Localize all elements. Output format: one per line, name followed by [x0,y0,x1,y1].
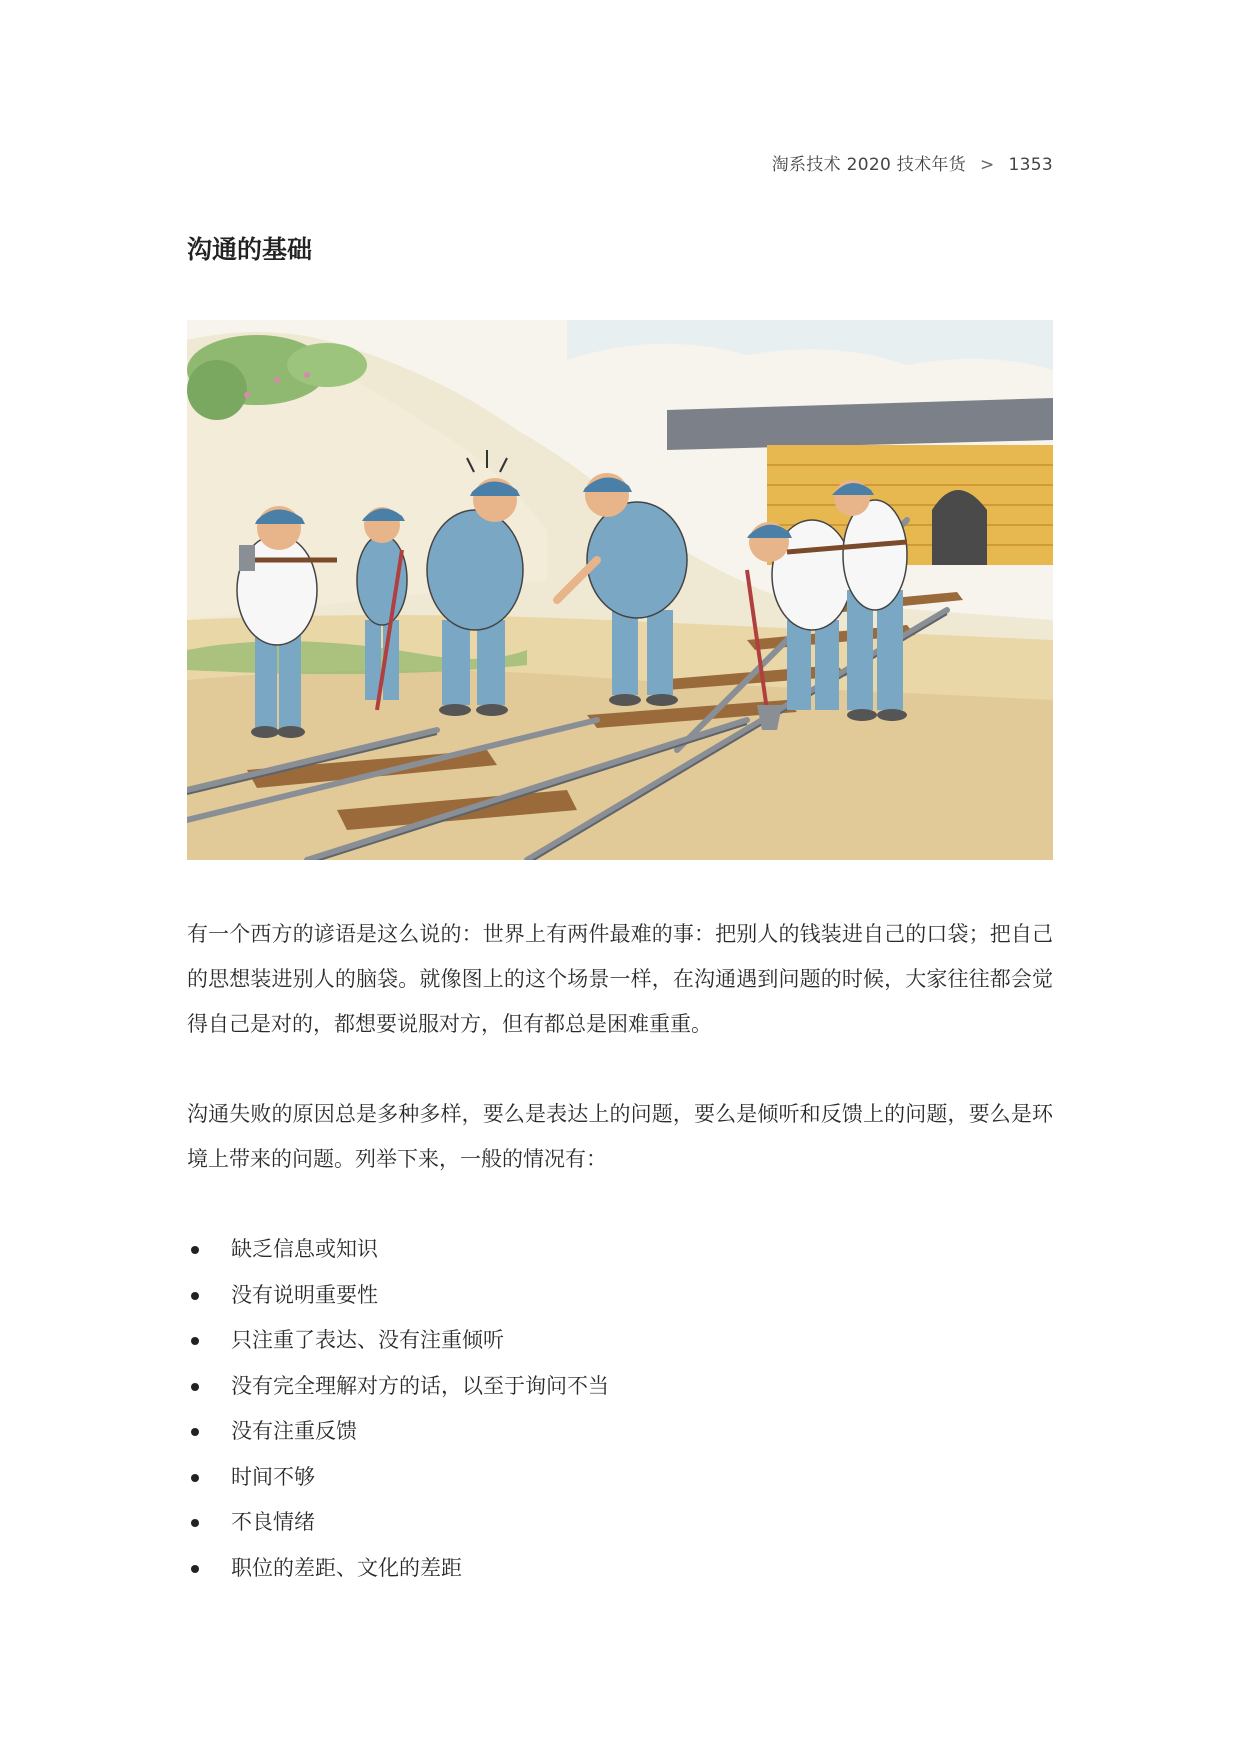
list-item-text: 只注重了表达、没有注重倾听 [231,1328,504,1352]
list-item [187,1546,1053,1592]
list-item-text: 没有注重反馈 [231,1419,357,1443]
book-title: 淘系技术 2020 技术年货 [771,155,966,175]
bullet-dot [191,1337,199,1345]
list-item-text: 没有说明重要性 [231,1282,378,1307]
list-item-text: 时间不够 [231,1464,315,1489]
bullet-dot [191,1292,199,1300]
list-item [187,1409,1053,1455]
railway-workers-cartoon [187,320,1053,860]
bullet-dot [191,1383,199,1391]
intro-paragraph: 有一个西方的谚语是这么说的：世界上有两件最难的事：把别人的钱装进自己的口袋；把自己的思想装进别人的脑袋。就像图上的这个场景一样，在沟通遇到问题的时候，大家往往都会觉得自己是对的，都想要说服对方，但有都总是困难重重。 [187,922,1053,1036]
list-item [187,1364,1053,1410]
bullet-dot [191,1565,199,1573]
bullet-dot [191,1428,199,1436]
bullet-dot [191,1474,199,1482]
header-separator: > [979,155,995,175]
list-item-text: 缺乏信息或知识 [231,1237,378,1261]
bullet-dot [191,1519,199,1527]
cartoon-svg [187,320,1053,860]
causes-paragraph: 沟通失败的原因总是多种多样，要么是表达上的问题，要么是倾听和反馈上的问题，要么是环境上带来的问题。列举下来，一般的情况有： [187,1102,1053,1171]
list-item [187,1455,1053,1501]
failure-causes-list [187,1227,1053,1591]
page-number: 1353 [1008,155,1053,175]
running-header [772,150,1053,175]
list-item-text: 不良情绪 [231,1510,315,1534]
list-item [187,1500,1053,1546]
list-item [187,1227,1053,1273]
bullet-dot [191,1246,199,1254]
section-title: 沟通的基础 [187,235,313,264]
list-item [187,1318,1053,1364]
list-item-text: 职位的差距、文化的差距 [231,1555,462,1580]
list-item [187,1273,1053,1319]
list-item-text: 没有完全理解对方的话，以至于询问不当 [231,1373,609,1398]
